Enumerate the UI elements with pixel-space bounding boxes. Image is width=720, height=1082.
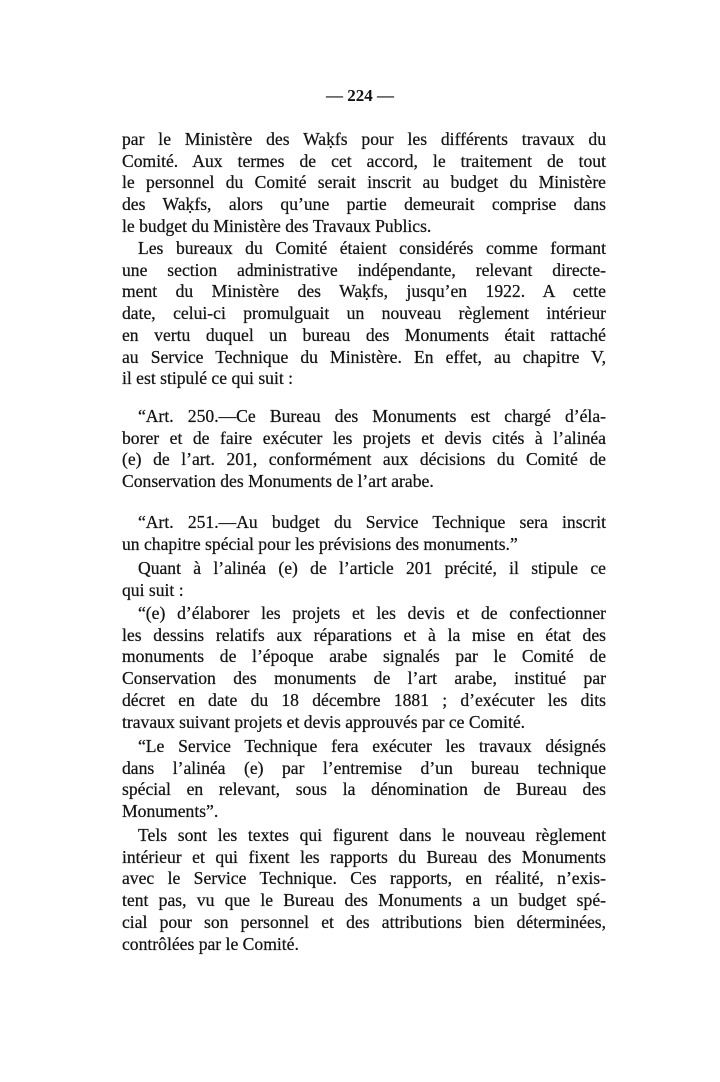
text-line: en vertu duquel un bureau des Monuments était rattaché — [122, 324, 606, 345]
text-line: par le Ministère des Waḳfs pour les différents travaux du — [122, 129, 606, 149]
page-number: — 224 — — [326, 86, 394, 105]
text-line: qui suit : — [122, 579, 184, 600]
text-line: le personnel du Comité serait inscrit au budget du Ministère — [122, 172, 606, 193]
text-line: Conservation des Monuments de l’art arabe. — [122, 471, 434, 492]
text-line: les dessins relatifs aux réparations et à la mise en état des — [122, 624, 606, 645]
text-line: Les bureaux du Comité étaient considérés comme formant — [138, 238, 606, 258]
text-line: ment du Ministère des Waḳfs, jusqu’en 1922. A cette — [122, 281, 606, 302]
text-line: au Service Technique du Ministère. En effet, au chapitre V, — [122, 346, 606, 367]
text-line: des Waḳfs, alors qu’une partie demeurait comprise dans — [122, 194, 606, 215]
text-line: avec le Service Technique. Ces rapports, en réalité, n’exis- — [122, 868, 606, 889]
text-line: Conservation des monuments de l’art arabe, institué par — [122, 668, 606, 689]
text-line: dans l’alinéa (e) par l’entremise d’un bureau technique — [122, 757, 606, 778]
text-line: il est stipulé ce qui suit : — [122, 368, 294, 389]
text-line: borer et de faire exécuter les projets et devis cités à l’alinéa — [122, 427, 606, 448]
text-line: une section administrative indépendante, relevant directe- — [122, 259, 606, 280]
text-line: contrôlées par le Comité. — [122, 933, 299, 954]
text-line: “(e) d’élaborer les projets et les devis et de confectionner — [138, 603, 606, 623]
text-line: (e) de l’art. 201, conformément aux décisions du Comité de — [122, 449, 606, 470]
text-line: Tels sont les textes qui figurent dans le nouveau règlement — [138, 825, 606, 845]
text-line: Quant à l’alinéa (e) de l’article 201 précité, il stipule ce — [138, 558, 606, 578]
text-line: date, celui-ci promulguait un nouveau règlement intérieur — [122, 303, 606, 324]
text-line: tent pas, vu que le Bureau des Monuments a un budget spé- — [122, 890, 606, 911]
text-line: “Art. 251.—Au budget du Service Technique sera inscrit — [138, 512, 606, 532]
text-line: “Art. 250.—Ce Bureau des Monuments est chargé d’éla- — [138, 406, 606, 426]
text-line: travaux suivant projets et devis approuvés par ce Comité. — [122, 711, 526, 732]
text-line: un chapitre spécial pour les prévisions des monuments.” — [122, 533, 518, 554]
text-line: décret en date du 18 décembre 1881 ; d’exécuter les dits — [122, 689, 606, 710]
text-line: Comité. Aux termes de cet accord, le traitement de tout — [122, 150, 606, 171]
text-line: Monuments”. — [122, 801, 219, 822]
text-line: spécial en relevant, sous la dénomination de Bureau des — [122, 779, 606, 800]
text-line: intérieur et qui fixent les rapports du Bureau des Monuments — [122, 846, 606, 867]
text-line: monuments de l’époque arabe signalés par le Comité de — [122, 646, 606, 667]
text-line: “Le Service Technique fera exécuter les travaux désignés — [138, 736, 606, 756]
text-line: cial pour son personnel et des attributions bien déterminées, — [122, 911, 606, 932]
text-line: le budget du Ministère des Travaux Publics. — [122, 215, 432, 236]
